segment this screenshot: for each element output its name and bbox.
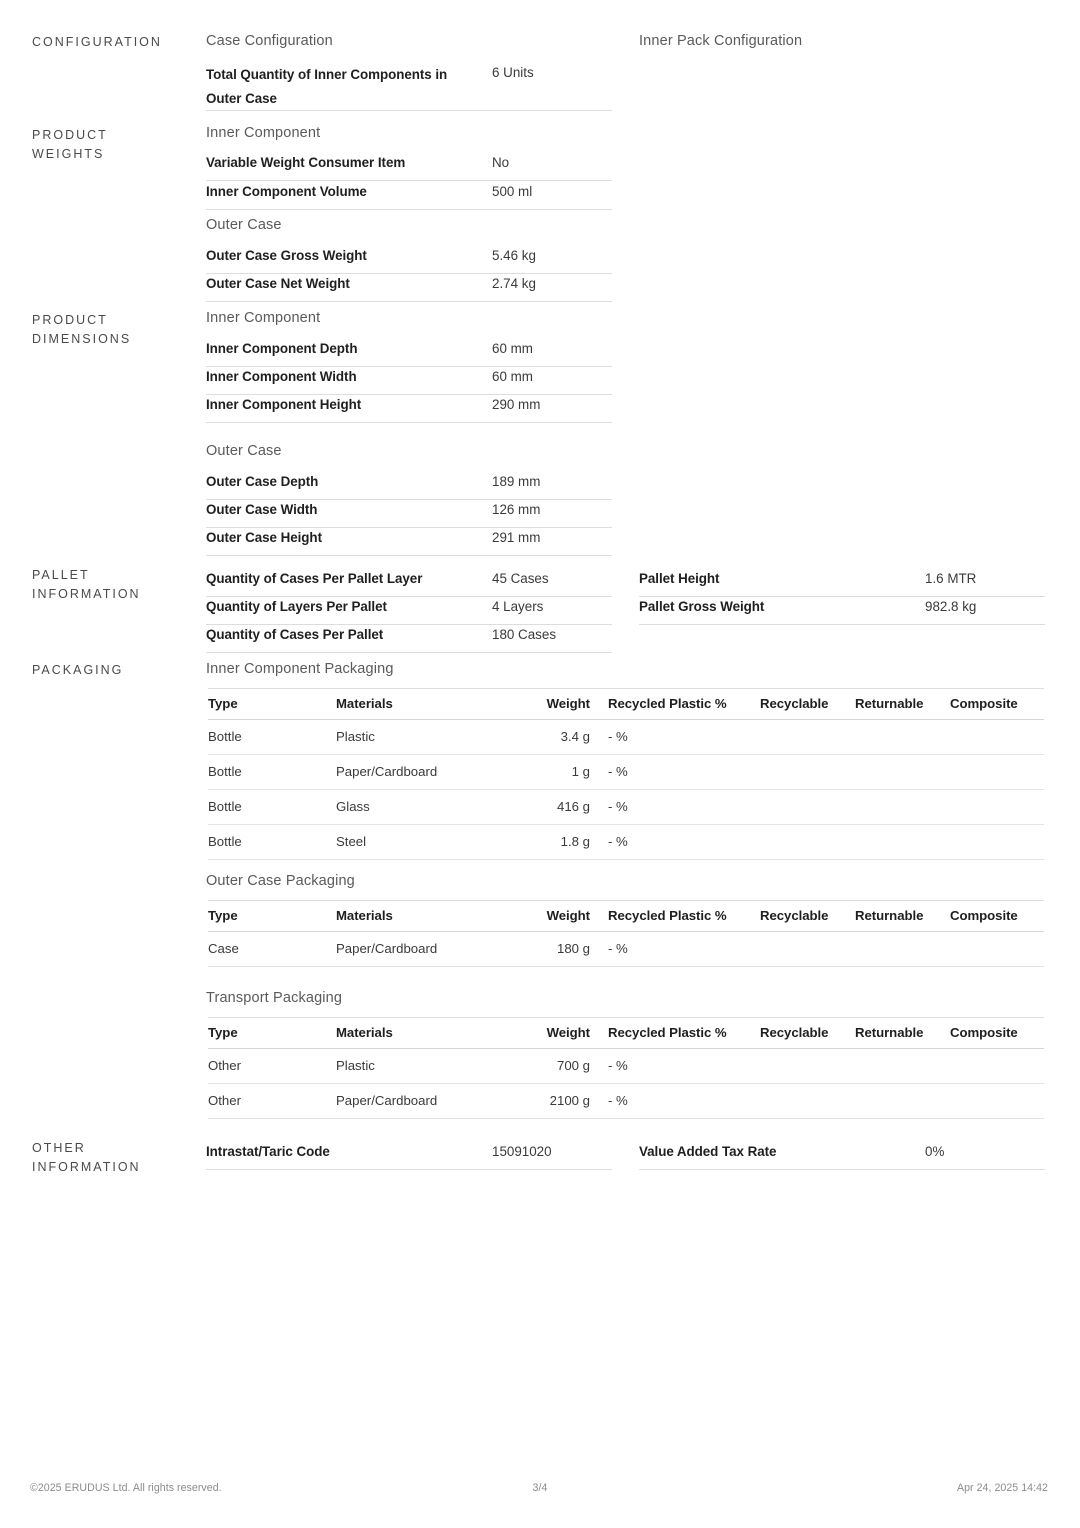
column-header-weight: Weight — [544, 901, 608, 932]
group-heading-dimensions-inner-component: Inner Component — [206, 310, 321, 326]
cell-recyclable — [760, 1049, 855, 1084]
section-label-product-dimensions-line2: DIMENSIONS — [32, 332, 132, 346]
column-header-composite: Composite — [950, 689, 1044, 720]
group-heading-weights-outer-case: Outer Case — [206, 217, 282, 233]
cell-recyclable — [760, 790, 855, 825]
cell-weight: 180 g — [544, 932, 608, 967]
row-key: Inner Component Width — [206, 369, 357, 384]
row-value: 5.46 kg — [492, 248, 536, 263]
row-key: Quantity of Layers Per Pallet — [206, 599, 387, 614]
row-key: Outer Case Height — [206, 530, 322, 545]
row-key: Outer Case Gross Weight — [206, 248, 367, 263]
cell-type: Bottle — [208, 790, 336, 825]
section-label-other-information-line1: OTHER — [32, 1141, 86, 1155]
cell-weight: 1.8 g — [544, 825, 608, 860]
cell-composite — [950, 1049, 1044, 1084]
row-total-quantity-inner-components — [206, 63, 612, 111]
column-header-recyclable: Recyclable — [760, 901, 855, 932]
row-quantity-cases-per-pallet — [206, 625, 612, 653]
row-key: Quantity of Cases Per Pallet — [206, 627, 384, 642]
row-inner-component-volume — [206, 182, 612, 210]
cell-type: Other — [208, 1049, 336, 1084]
row-value: 291 mm — [492, 530, 541, 545]
table-row — [208, 932, 1044, 967]
cell-weight: 2100 g — [544, 1084, 608, 1119]
row-value: 60 mm — [492, 369, 533, 384]
column-header-recycled-plastic: Recycled Plastic % — [608, 1018, 760, 1049]
section-label-other-information-line2: INFORMATION — [32, 1160, 141, 1174]
row-pallet-height — [639, 569, 1045, 597]
page-footer — [0, 1482, 1080, 1502]
row-divider — [206, 422, 612, 423]
cell-recycled-plastic: - % — [608, 790, 760, 825]
row-key: Pallet Gross Weight — [639, 599, 765, 614]
row-value: 189 mm — [492, 474, 541, 489]
section-label-other-information — [32, 1139, 202, 1177]
table-row — [208, 1049, 1044, 1084]
column-header-type: Type — [208, 689, 336, 720]
row-outer-case-net-weight — [206, 274, 612, 302]
row-divider — [639, 1169, 1045, 1170]
table-header-row — [208, 901, 1044, 932]
cell-composite — [950, 932, 1044, 967]
cell-recycled-plastic: - % — [608, 720, 760, 755]
group-heading-dimensions-outer-case: Outer Case — [206, 443, 282, 459]
row-divider — [206, 555, 612, 556]
column-header-materials: Materials — [336, 689, 544, 720]
row-divider — [206, 1169, 612, 1170]
cell-type: Case — [208, 932, 336, 967]
row-quantity-cases-per-pallet-layer — [206, 569, 612, 597]
row-value: 2.74 kg — [492, 276, 536, 291]
row-value: 180 Cases — [492, 627, 557, 642]
cell-returnable — [855, 1049, 950, 1084]
row-divider — [206, 301, 612, 302]
packaging-table-title-outer-case: Outer Case Packaging — [206, 873, 355, 889]
section-label-product-weights-line2: WEIGHTS — [32, 147, 105, 161]
group-heading-inner-pack-configuration: Inner Pack Configuration — [639, 33, 803, 49]
table-header-row — [208, 1018, 1044, 1049]
row-outer-case-gross-weight — [206, 246, 612, 274]
row-divider — [206, 209, 612, 210]
cell-recyclable — [760, 755, 855, 790]
cell-returnable — [855, 755, 950, 790]
table-row — [208, 790, 1044, 825]
cell-type: Bottle — [208, 755, 336, 790]
cell-recyclable — [760, 932, 855, 967]
row-key: Value Added Tax Rate — [639, 1144, 777, 1159]
row-value: 982.8 kg — [925, 599, 977, 614]
row-inner-component-height — [206, 395, 612, 423]
row-value: 290 mm — [492, 397, 541, 412]
row-value: No — [492, 155, 510, 170]
row-key: Intrastat/Taric Code — [206, 1144, 330, 1159]
table-row — [208, 720, 1044, 755]
column-header-weight: Weight — [544, 1018, 608, 1049]
column-header-type: Type — [208, 1018, 336, 1049]
row-divider — [206, 110, 612, 111]
cell-recyclable — [760, 825, 855, 860]
row-key: Pallet Height — [639, 571, 720, 586]
cell-materials: Plastic — [336, 1049, 544, 1084]
row-divider — [206, 652, 612, 653]
cell-materials: Paper/Cardboard — [336, 1084, 544, 1119]
cell-returnable — [855, 720, 950, 755]
cell-materials: Steel — [336, 825, 544, 860]
table-row — [208, 1084, 1044, 1119]
row-divider — [639, 624, 1045, 625]
packaging-table-title-transport: Transport Packaging — [206, 990, 343, 1006]
cell-composite — [950, 790, 1044, 825]
row-value: 0% — [925, 1144, 945, 1159]
row-value: 1.6 MTR — [925, 571, 977, 586]
column-header-returnable: Returnable — [855, 901, 950, 932]
cell-composite — [950, 720, 1044, 755]
cell-recycled-plastic: - % — [608, 932, 760, 967]
section-label-configuration — [32, 33, 202, 52]
column-header-composite: Composite — [950, 901, 1044, 932]
column-header-recyclable: Recyclable — [760, 689, 855, 720]
section-label-pallet-information-line1: PALLET — [32, 568, 90, 582]
section-label-pallet-information-line2: INFORMATION — [32, 587, 141, 601]
packaging-table-title-inner-component: Inner Component Packaging — [206, 661, 394, 677]
section-label-product-weights-line1: PRODUCT — [32, 128, 108, 142]
packaging-table-inner-component — [208, 688, 1044, 860]
cell-returnable — [855, 932, 950, 967]
cell-weight: 3.4 g — [544, 720, 608, 755]
row-key: Variable Weight Consumer Item — [206, 155, 406, 170]
cell-materials: Glass — [336, 790, 544, 825]
section-label-product-dimensions-line1: PRODUCT — [32, 313, 108, 327]
cell-weight: 1 g — [544, 755, 608, 790]
cell-recyclable — [760, 1084, 855, 1119]
row-key: Outer Case Width — [206, 502, 318, 517]
row-key: Inner Component Volume — [206, 184, 367, 199]
row-value: 45 Cases — [492, 571, 549, 586]
row-key: Quantity of Cases Per Pallet Layer — [206, 571, 423, 586]
row-value: 4 Layers — [492, 599, 544, 614]
footer-timestamp: Apr 24, 2025 14:42 — [956, 1482, 1048, 1494]
packaging-table-outer-case — [208, 900, 1044, 967]
column-header-returnable: Returnable — [855, 689, 950, 720]
column-header-returnable: Returnable — [855, 1018, 950, 1049]
row-pallet-gross-weight — [639, 597, 1045, 625]
section-label-pallet-information — [32, 566, 202, 604]
section-label-product-dimensions — [32, 311, 202, 349]
cell-returnable — [855, 825, 950, 860]
cell-type: Bottle — [208, 720, 336, 755]
column-header-materials: Materials — [336, 901, 544, 932]
table-row — [208, 825, 1044, 860]
footer-copyright: ©2025 ERUDUS Ltd. All rights reserved. — [30, 1482, 222, 1494]
row-key: Outer Case Depth — [206, 474, 319, 489]
column-header-weight: Weight — [544, 689, 608, 720]
cell-composite — [950, 755, 1044, 790]
row-variable-weight-consumer-item — [206, 153, 612, 181]
row-quantity-layers-per-pallet — [206, 597, 612, 625]
row-intrastat-taric-code — [206, 1142, 612, 1170]
row-key: Outer Case Net Weight — [206, 276, 350, 291]
row-inner-component-depth — [206, 339, 612, 367]
cell-materials: Paper/Cardboard — [336, 755, 544, 790]
row-outer-case-height — [206, 528, 612, 556]
cell-recycled-plastic: - % — [608, 1049, 760, 1084]
column-header-recycled-plastic: Recycled Plastic % — [608, 689, 760, 720]
row-outer-case-width — [206, 500, 612, 528]
row-value: 6 Units — [492, 65, 534, 80]
packaging-table-transport — [208, 1017, 1044, 1119]
cell-weight: 416 g — [544, 790, 608, 825]
section-label-packaging — [32, 661, 202, 680]
column-header-recyclable: Recyclable — [760, 1018, 855, 1049]
section-label-configuration-line: CONFIGURATION — [32, 35, 162, 49]
cell-recyclable — [760, 720, 855, 755]
table-row — [208, 755, 1044, 790]
cell-recycled-plastic: - % — [608, 755, 760, 790]
cell-weight: 700 g — [544, 1049, 608, 1084]
cell-type: Bottle — [208, 825, 336, 860]
row-divider — [206, 180, 612, 181]
cell-recycled-plastic: - % — [608, 825, 760, 860]
group-heading-case-configuration: Case Configuration — [206, 33, 333, 49]
cell-composite — [950, 825, 1044, 860]
section-label-packaging-line: PACKAGING — [32, 663, 124, 677]
row-inner-component-width — [206, 367, 612, 395]
cell-returnable — [855, 1084, 950, 1119]
row-value: 500 ml — [492, 184, 533, 199]
cell-returnable — [855, 790, 950, 825]
column-header-recycled-plastic: Recycled Plastic % — [608, 901, 760, 932]
group-heading-weights-inner-component: Inner Component — [206, 125, 321, 141]
cell-recycled-plastic: - % — [608, 1084, 760, 1119]
row-key: Inner Component Height — [206, 397, 362, 412]
cell-type: Other — [208, 1084, 336, 1119]
row-value: 60 mm — [492, 341, 533, 356]
row-value-added-tax-rate — [639, 1142, 1045, 1170]
cell-composite — [950, 1084, 1044, 1119]
row-key: Inner Component Depth — [206, 341, 358, 356]
cell-materials: Paper/Cardboard — [336, 932, 544, 967]
column-header-materials: Materials — [336, 1018, 544, 1049]
section-label-product-weights — [32, 126, 202, 164]
table-header-row — [208, 689, 1044, 720]
column-header-type: Type — [208, 901, 336, 932]
row-value: 126 mm — [492, 502, 541, 517]
column-header-composite: Composite — [950, 1018, 1044, 1049]
row-key: Total Quantity of Inner Components in Outer Case — [206, 67, 448, 106]
row-outer-case-depth — [206, 472, 612, 500]
cell-materials: Plastic — [336, 720, 544, 755]
row-value: 15091020 — [492, 1144, 552, 1159]
footer-page-number: 3/4 — [532, 1482, 548, 1494]
